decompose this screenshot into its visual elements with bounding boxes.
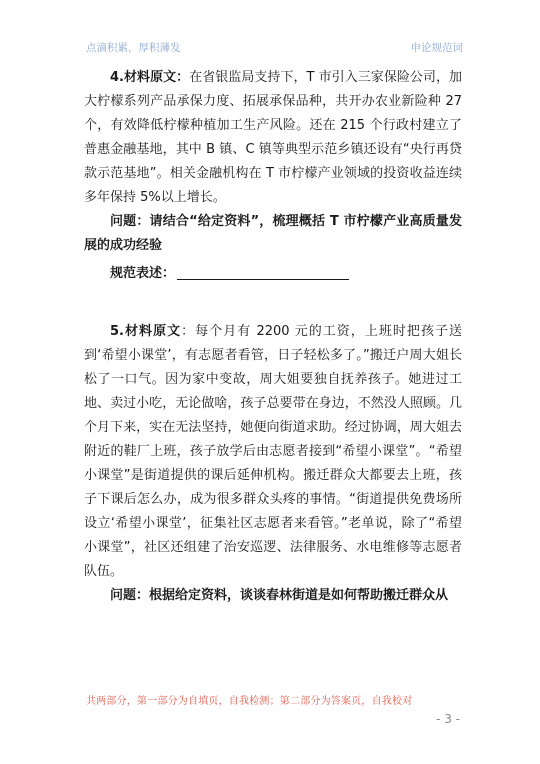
material-4-paragraph bbox=[84, 66, 462, 210]
material-4-label: 4.材料原文： bbox=[110, 70, 190, 85]
header-doc-title: 申论规范词 bbox=[410, 42, 463, 54]
page-content bbox=[84, 66, 462, 608]
header-slogan: 点滴积累，厚积薄发 bbox=[86, 42, 181, 54]
question-4: 问题：请结合“给定资料”，梳理概括 T 市柠檬产业高质量发展的成功经验 bbox=[84, 214, 462, 253]
material-5-paragraph bbox=[84, 320, 462, 584]
question-5: 问题：根据给定资料，谈谈春林街道是如何帮助搬迁群众从 bbox=[110, 588, 449, 603]
answer-blank-line[interactable] bbox=[177, 265, 349, 280]
material-4-text: 在省银监局支持下，T 市引入三家保险公司，加大柠檬系列产品承保力度、拓展承保品种，共开办农业新险种 27 个，有效降低柠檬种植加工生产风险。还在 215 个行政村建立了普惠金融基地，其中 B 镇、C 镇等典型示范乡镇还设有“央行再贷款示范基地”。相关金融机构在 T 市柠檬产业领域的投资收益连续多年保持 5%以上增长。 bbox=[84, 70, 462, 205]
material-5-text: ：每个月有 2200 元的工资，上班时把孩子送到‘希望小课堂’，有志愿者看管，日子轻松多了。”搬迁户周大姐长松了一口气。因为家中变故，周大姐要独自抚养孩子。她进过工地、卖过小吃，无论做啥，孩子总要带在身边，不然没人照顾。几个月下来，实在无法坚持，她便向街道求助。经过协调，周大姐去附近的鞋厂上班，孩子放学后由志愿者接到“希望小课堂”。“希望小课堂”是街道提供的课后延伸机构。搬迁群众大都要去上班，孩子下课后怎么办，成为很多群众头疼的事情。“街道提供免费场所设立‘希望小课堂’，征集社区志愿者来看管。”老单说，除了“希望小课堂”，社区还组建了治安巡逻、法律服务、水电维修等志愿者队伍。 bbox=[84, 324, 463, 579]
material-5-label: 5.材料原文 bbox=[110, 324, 182, 339]
norm-expression-label: 规范表述： bbox=[110, 266, 176, 281]
footer-note: 共两部分，第一部分为自填页，自我检测；第二部分为答案页，自我校对 bbox=[86, 696, 413, 707]
page-number: - 3 - bbox=[436, 712, 460, 726]
spacer bbox=[84, 286, 462, 320]
norm-expression-row bbox=[84, 262, 462, 286]
